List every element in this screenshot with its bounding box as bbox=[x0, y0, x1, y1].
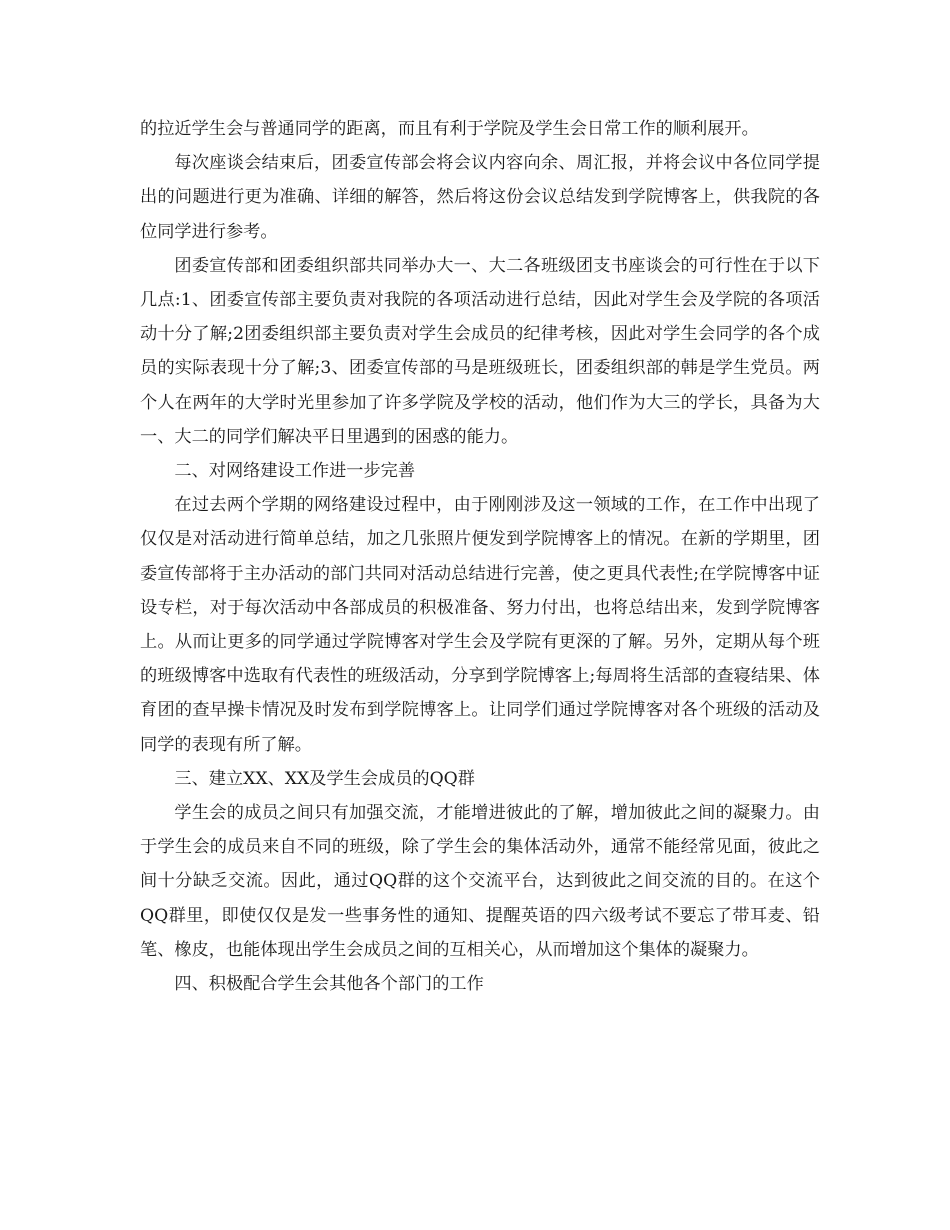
section-heading-qq-group: 三、建立XX、XX及学生会成员的QQ群 bbox=[174, 768, 475, 789]
section-heading-network: 二、对网络建设工作进一步完善 bbox=[174, 461, 416, 482]
paragraph-network: 在过去两个学期的网络建设过程中，由于刚刚涉及这一领域的工作，在工作中出现了仅仅是对活动进行简单总结，加之几张照片便发到学院博客上的情况。在新的学期里，团委宣传部将于主办活动的部门共同对活动总结进行完善，使之更具代表性;在学院博客中证设专栏，对于每次活动中各部成员的积极准备、努力付出，也将总结出来，发到学院博客上。从而让更多的同学通过学院博客对学生会及学院有更深的了解。另外，定期从每个班的班级博客中选取有代表性的班级活动，分享到学院博客上;每周将生活部的查寝结果、体育团的查早操卡情况及时发布到学院博客上。让同学们通过学院博客对各个班级的活动及同学的表现有所了解。 bbox=[140, 495, 820, 755]
paragraph-continuation: 的拉近学生会与普通同学的距离，而且有利于学院及学生会日常工作的顺利展开。 bbox=[140, 119, 759, 139]
paragraph-feasibility: 团委宣传部和团委组织部共同举办大一、大二各班级团支书座谈会的可行性在于以下几点:1、团委宣传部主要负责对我院的各项活动进行总结，因此对学生会及学院的各项活动十分了解;2团委组织部主要负责对学生会成员的纪律考核，因此对学生会同学的各个成员的实际表现十分了解;3、团委宣传部的马是班级班长，团委组织部的韩是学生党员。两个人在两年的大学时光里参加了许多学院及学校的活动，他们作为大三的学长，具备为大一、大二的同学们解决平日里遇到的困惑的能力。 bbox=[140, 255, 820, 447]
section-heading-cooperation: 四、积极配合学生会其他各个部门的工作 bbox=[174, 974, 484, 995]
paragraph-qq-group: 学生会的成员之间只有加强交流，才能增进彼此的了解，增加彼此之间的凝聚力。由于学生会的成员来自不同的班级，除了学生会的集体活动外，通常不能经常见面，彼此之间十分缺乏交流。因此，通过QQ群的这个交流平台，达到彼此之间交流的目的。在这个QQ群里，即使仅仅是发一些事务性的通知、提醒英语的四六级考试不要忘了带耳麦、铅笔、橡皮，也能体现出学生会成员之间的互相关心，从而增加这个集体的凝聚力。 bbox=[140, 803, 820, 960]
document-page bbox=[140, 112, 820, 1001]
paragraph-meeting-summary: 每次座谈会结束后，团委宣传部会将会议内容向余、周汇报，并将会议中各位同学提出的问题进行更为准确、详细的解答，然后将这份会议总结发到学院博客上，供我院的各位同学进行参考。 bbox=[140, 153, 820, 242]
